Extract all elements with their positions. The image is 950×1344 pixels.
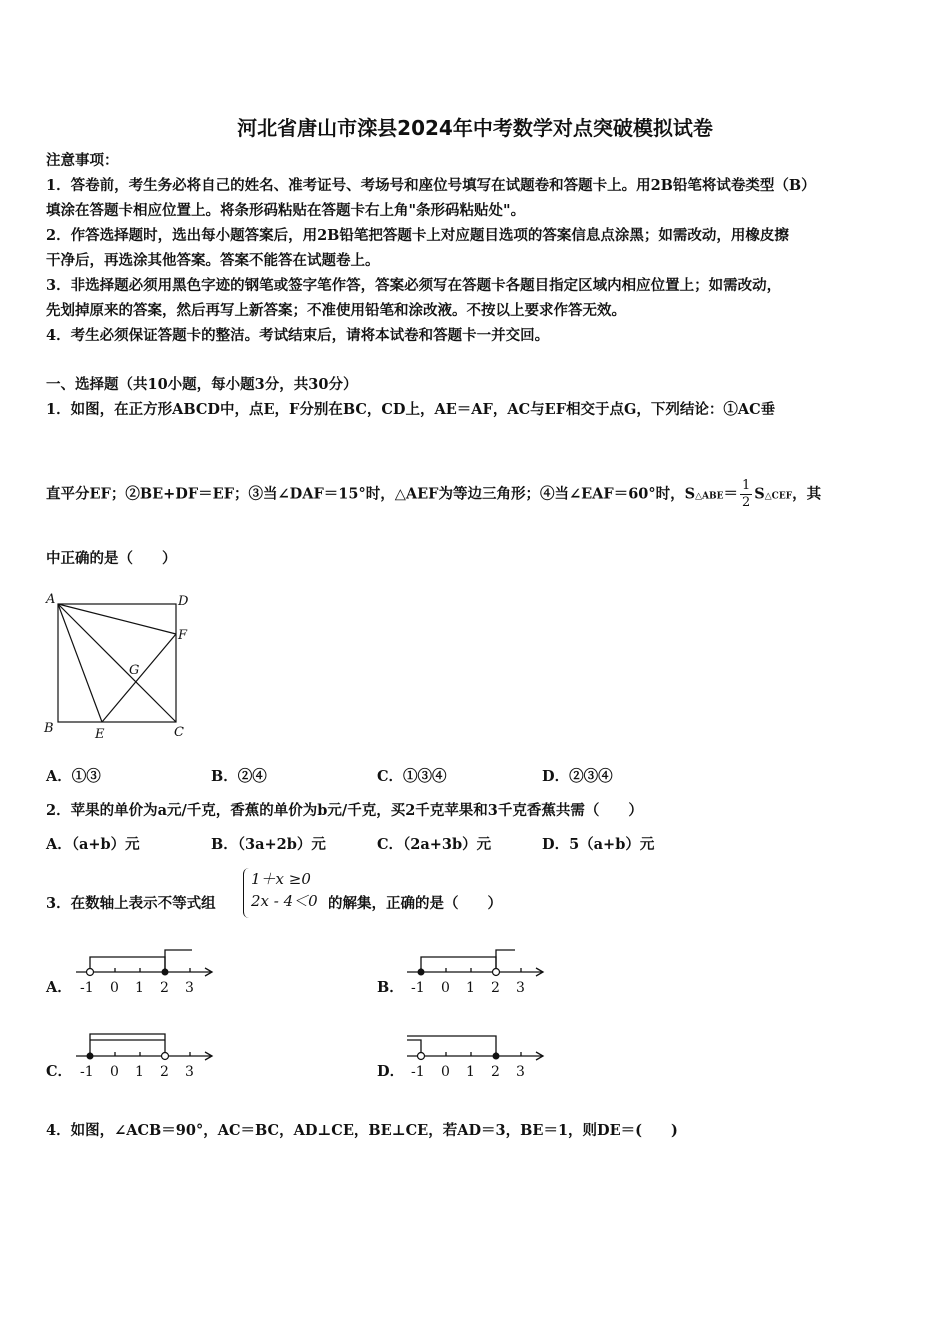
q1-text-b: ，其 [792, 485, 822, 503]
notice-line: 3．非选择题必须用黑色字迹的钢笔或签字笔作答，答案必须写在答题卡各题目指定区域内相应位置上；如需改动， [46, 277, 782, 294]
tick-label: 0 [110, 980, 119, 996]
tick-label: 1 [135, 1064, 144, 1080]
segment-ae [58, 604, 102, 722]
q3-number-line-a [72, 946, 217, 998]
section-heading: 一、选择题（共10小题，每小题3分，共30分） [46, 376, 358, 393]
label-e: E [95, 727, 105, 742]
label-f: F [178, 628, 188, 643]
notice-heading: 注意事项： [46, 152, 119, 169]
q3-option-a: A． [46, 979, 72, 996]
q1-frac-den: 2 [741, 495, 751, 510]
question-1-line3: 中正确的是（ ） [46, 550, 177, 567]
tick-label: -1 [80, 1064, 94, 1080]
segment-ef [102, 634, 176, 722]
tick-label: 3 [185, 1064, 194, 1080]
tick-label: -1 [411, 1064, 425, 1080]
q3-number-line-c [72, 1030, 217, 1082]
q1-square-figure [40, 588, 200, 743]
tick-label: 2 [491, 980, 500, 996]
q1-sub-abe: △ABE [695, 491, 724, 502]
q2-option-b: B．（3a+2b）元 [211, 836, 326, 853]
q1-frac-num: 1 [741, 478, 751, 493]
tick-label: 1 [466, 980, 475, 996]
question-2: 2．苹果的单价为a元/千克，香蕉的单价为b元/千克，买2千克苹果和3千克香蕉共需（ ） [46, 802, 643, 819]
inequality-2: 2x - 4＜0 [251, 892, 318, 910]
q1-option-c: C．①③④ [377, 768, 447, 785]
tick-label: -1 [80, 980, 94, 996]
question-1-line2 [46, 478, 821, 511]
q2-option-c: C．（2a+3b）元 [377, 836, 492, 853]
tick-label: 3 [516, 980, 525, 996]
q3-option-b: B． [377, 979, 404, 996]
q1-equals: ＝ [723, 485, 738, 503]
tick-label: 0 [110, 1064, 119, 1080]
inequality-1: 1＋x ≥0 [251, 870, 311, 888]
tick-label: 3 [516, 1064, 525, 1080]
q3-number-line-d [403, 1030, 548, 1082]
q3-option-c: C． [46, 1063, 73, 1080]
question-1-line1: 1．如图，在正方形ABCD中，点E，F分别在BC，CD上，AE＝AF，AC与EF相交于点G，下列结论：①AC垂 [46, 401, 776, 418]
tick-label: 0 [441, 1064, 450, 1080]
tick-label: 2 [160, 980, 169, 996]
q1-fraction [740, 478, 752, 511]
notice-line: 填涂在答题卡相应位置上。将条形码粘贴在答题卡右上角"条形码粘贴处"。 [46, 202, 526, 219]
label-b: B [44, 721, 54, 736]
segment-af [58, 604, 176, 634]
page-title: 河北省唐山市滦县2024年中考数学对点突破模拟试卷 [237, 116, 713, 140]
q2-option-d: D．5（a+b）元 [542, 836, 655, 853]
label-d: D [178, 594, 189, 609]
q3-number-line-b [403, 946, 548, 998]
system-brace [243, 868, 250, 918]
notice-line: 干净后，再选涂其他答案。答案不能答在试题卷上。 [46, 252, 380, 269]
q1-text-a: 直平分EF；②BE+DF＝EF；③当∠DAF＝15°时，△AEF为等边三角形；④当∠EAF＝60°时，S [46, 485, 696, 503]
notice-line: 先划掉原来的答案，然后再写上新答案；不准使用铅笔和涂改液。不按以上要求作答无效。 [46, 302, 626, 319]
tick-label: 1 [466, 1064, 475, 1080]
question-3-prefix: 3．在数轴上表示不等式组 [46, 895, 216, 912]
label-a: A [46, 592, 56, 607]
tick-label: 1 [135, 980, 144, 996]
notice-line: 1．答卷前，考生务必将自己的姓名、准考证号、考场号和座位号填写在试题卷和答题卡上。用2B铅笔将试卷类型（B） [46, 177, 816, 194]
tick-label: 3 [185, 980, 194, 996]
tick-label: 2 [160, 1064, 169, 1080]
q1-option-a: A．①③ [46, 768, 101, 785]
question-4: 4．如图，∠ACB＝90°，AC＝BC，AD⊥CE，BE⊥CE，若AD＝3，BE＝1，则DE＝( ) [46, 1122, 678, 1139]
tick-label: -1 [411, 980, 425, 996]
label-c: C [174, 725, 184, 740]
q2-option-a: A．（a+b）元 [46, 836, 140, 853]
q1-s: S [754, 485, 765, 503]
tick-label: 0 [441, 980, 450, 996]
q1-option-b: B．②④ [211, 768, 267, 785]
label-g: G [129, 663, 140, 678]
inequality-system [251, 868, 318, 912]
tick-label: 2 [491, 1064, 500, 1080]
q1-option-d: D．②③④ [542, 768, 613, 785]
notice-line: 2．作答选择题时，选出每小题答案后，用2B铅笔把答题卡上对应题目选项的答案信息点涂黑；如需改动，用橡皮擦 [46, 227, 789, 244]
notice-line: 4．考生必须保证答题卡的整洁。考试结束后，请将本试卷和答题卡一并交回。 [46, 327, 550, 344]
q3-option-d: D． [377, 1063, 405, 1080]
question-3-suffix: 的解集，正确的是（ ） [328, 895, 502, 912]
q1-sub-cef: △CEF [764, 491, 793, 502]
